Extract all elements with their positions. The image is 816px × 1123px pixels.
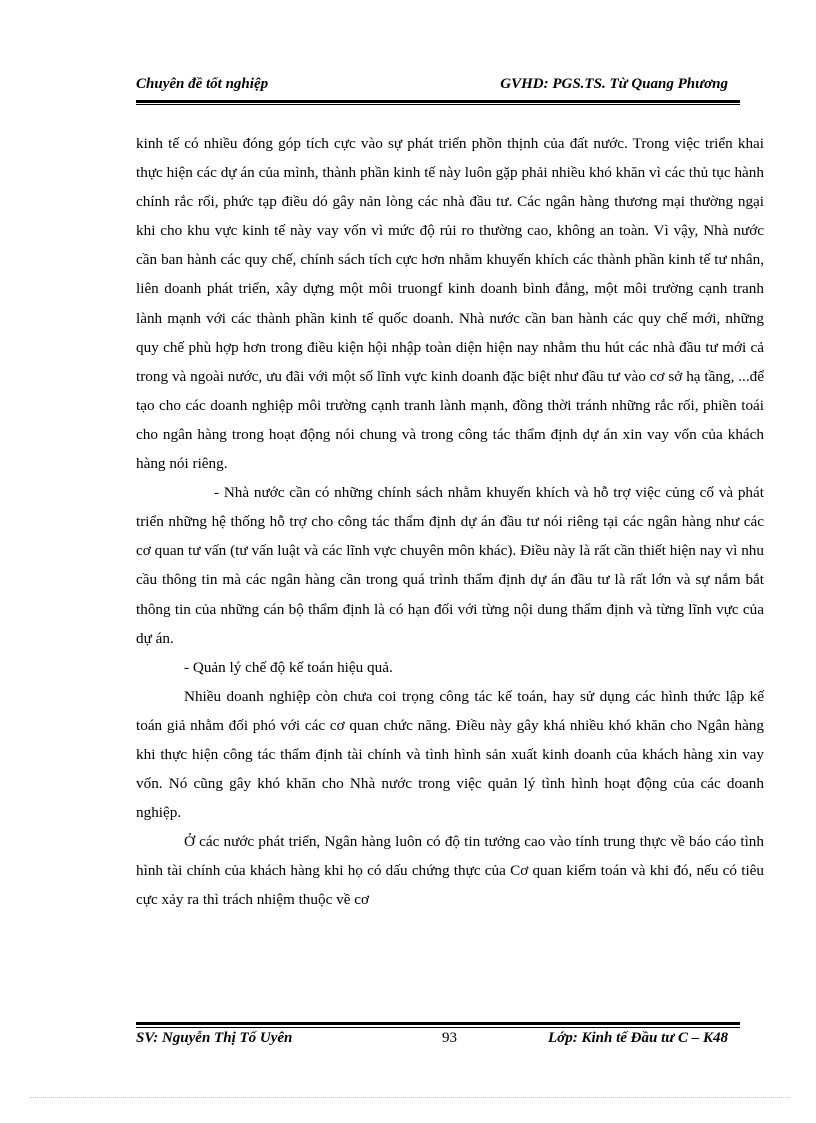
header-rule [136,100,740,103]
paragraph-4: Nhiều doanh nghiệp còn chưa coi trọng công tác kế toán, hay sử dụng các hình thức lập kế toán giả nhằm đối phó với các cơ quan chức năng. Điều này gây khá nhiều khó khăn cho Ngân hàng khi thực hiện công tác thẩm định tài chính và tình hình sản xuất kinh doanh của khách hàng xin vay vốn. Nó cũng gây khó khăn cho Nhà nước trong việc quản lý tình hình hoạt động của các doanh nghiệp. [136,687,764,822]
page-footer [136,1030,740,1052]
header-thesis-title: Chuyên đề tốt nghiệp [136,76,269,92]
paragraph-3: - Quản lý chế độ kế toán hiệu quả. [184,658,393,676]
paragraph-1: kinh tế có nhiều đóng góp tích cực vào sự phát triển phồn thịnh của đất nước. Trong việc triển khai thực hiện các dự án của mình, thành phần kinh tế này luôn gặp phải nhiều khó khăn vì các thủ tục hành chính rắc rối, phức tạp điều dó gây nản lòng các nhà đầu tư. Các ngân hàng thương mại thường ngại khi cho khu vực kinh tế này vay vốn vì mức độ rủi ro thường cao, không an toàn. Vì vậy, Nhà nước cần ban hành các quy chế, chính sách tích cực hơn nhằm khuyến khích các thành phần kinh tế tư nhân, liên doanh phát triển, xây dựng một môi truongf kinh doanh bình đẳng, một môi trường cạnh tranh lành mạnh với các thành phần kinh tế quốc doanh. Nhà nước cần ban hành các quy chế mới, những quy chế phù hợp hơn trong điều kiện hội nhập toàn diện hiện nay nhằm thu hút các nhà đầu tư mới cả trong và ngoài nước, ưu đãi với một số lĩnh vực kinh doanh đặc biệt như đầu tư vào cơ sở hạ tầng, ...để tạo cho các doanh nghiệp môi trường cạnh tranh lành mạnh, đồng thời tránh những rắc rối, phiền toái cho ngân hàng trong hoạt động nói chung và trong công tác thẩm định dự án xin vay vốn của khách hàng nói riêng. [136,135,764,473]
page-break-line [30,1097,790,1098]
page-number: 93 [442,1030,457,1046]
footer-rule [136,1022,740,1025]
page-header [136,76,740,98]
header-rule-thin [136,104,740,105]
page-body [136,129,764,915]
paragraph-5: Ở các nước phát triển, Ngân hàng luôn có độ tin tưởng cao vào tính trung thực về báo cáo tình hình tài chính của khách hàng khi họ có dấu chứng thực của Cơ quan kiểm toán và khi đó, nếu có tiêu cực xảy ra thì trách nhiệm thuộc về cơ [136,833,764,909]
paragraph-2: - Nhà nước cần có những chính sách nhằm khuyến khích và hỗ trợ việc củng cố và phát triển những hệ thống hỗ trợ cho công tác thẩm định dự án đầu tư nói riêng tại các ngân hàng như các cơ quan tư vấn (tư vấn luật và các lĩnh vực chuyên môn khác). Điều này là rất cần thiết hiện nay vì nhu cầu thông tin mà các ngân hàng cần trong quá trình thẩm định dự án đầu tư là rất lớn và sự nắm bắt thông tin của những cán bộ thẩm định là có hạn đối với từng nội dung thẩm định và từng lĩnh vực của dự án. [136,484,764,647]
footer-class: Lớp: Kinh tế Đầu tư C – K48 [548,1030,728,1046]
header-advisor: GVHD: PGS.TS. Từ Quang Phương [500,76,728,92]
footer-student: SV: Nguyễn Thị Tố Uyên [136,1030,293,1046]
footer-rule-thin [136,1027,740,1028]
